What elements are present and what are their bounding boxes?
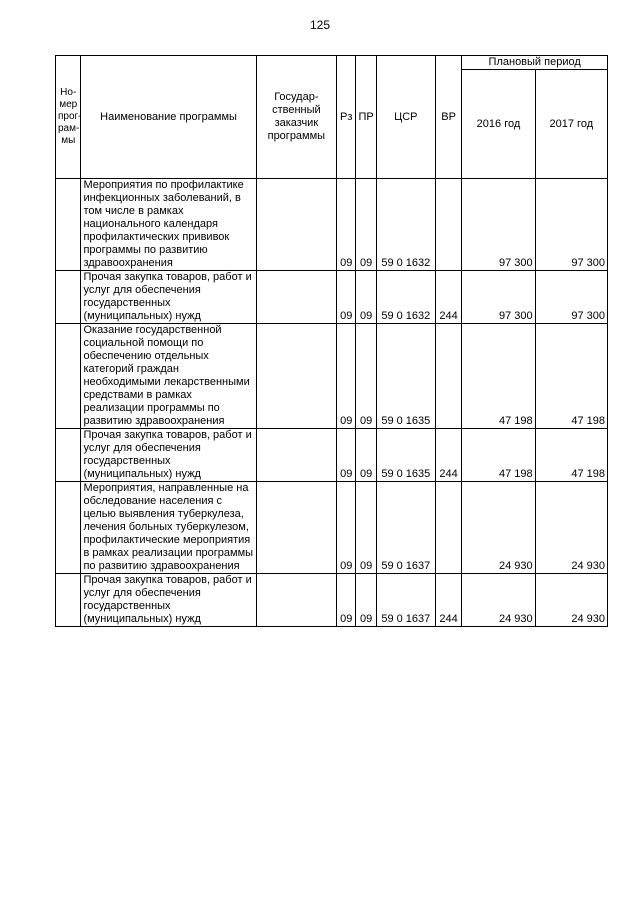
table-row <box>56 271 608 324</box>
cell-amount-2016: 97 300 <box>462 179 535 271</box>
cell-program-name: Прочая закупка товаров, работ и услуг для обеспечения государственных (муниципальных) нужд <box>81 271 256 324</box>
header-year-2017 <box>535 70 607 179</box>
header-vr-text: ВР <box>441 110 456 123</box>
cell-pr: 09 <box>356 574 376 627</box>
table-row <box>56 324 608 429</box>
cell-pr: 09 <box>356 271 376 324</box>
cell-csr: 59 0 1637 <box>376 482 435 574</box>
cell-amount-2017: 47 198 <box>535 429 607 482</box>
cell-amount-2016: 24 930 <box>462 482 535 574</box>
cell-csr: 59 0 1632 <box>376 179 435 271</box>
cell-rz: 09 <box>337 271 356 324</box>
cell-rz: 09 <box>337 179 356 271</box>
cell-csr: 59 0 1635 <box>376 324 435 429</box>
cell-rz: 09 <box>337 429 356 482</box>
header-customer-text: Государ- ственный заказчик программы <box>267 91 326 142</box>
cell-customer <box>256 574 336 627</box>
cell-csr: 59 0 1635 <box>376 429 435 482</box>
cell-program-number <box>56 429 81 482</box>
header-planning-period <box>462 56 608 70</box>
cell-amount-2016: 47 198 <box>462 429 535 482</box>
cell-pr: 09 <box>356 179 376 271</box>
cell-customer <box>256 482 336 574</box>
cell-vr: 244 <box>435 271 461 324</box>
budget-table <box>55 55 608 627</box>
header-program-name <box>81 56 256 179</box>
cell-csr: 59 0 1632 <box>376 271 435 324</box>
cell-program-name: Оказание государственной социальной помощи по обеспечению отдельных категорий граждан необходимыми лекарственными средствами в рамках реализации программы по развитию здравоохранения <box>81 324 256 429</box>
cell-program-name: Прочая закупка товаров, работ и услуг для обеспечения государственных (муниципальных) нужд <box>81 574 256 627</box>
cell-csr: 59 0 1637 <box>376 574 435 627</box>
cell-rz: 09 <box>337 324 356 429</box>
header-csr-text: ЦСР <box>394 110 418 123</box>
cell-vr: 244 <box>435 574 461 627</box>
cell-program-name: Мероприятия по профилактике инфекционных заболеваний, в том числе в рамках национального календаря профилактических прививок программы по развитию здравоохранения <box>81 179 256 271</box>
cell-customer <box>256 324 336 429</box>
cell-customer <box>256 179 336 271</box>
cell-pr: 09 <box>356 429 376 482</box>
cell-customer <box>256 271 336 324</box>
cell-rz: 09 <box>337 574 356 627</box>
header-csr <box>376 56 435 179</box>
header-program-name-text: Наименование программы <box>100 110 237 123</box>
cell-amount-2016: 24 930 <box>462 574 535 627</box>
table-row <box>56 574 608 627</box>
cell-amount-2016: 47 198 <box>462 324 535 429</box>
cell-vr: 244 <box>435 429 461 482</box>
header-program-number-text: Но- мер прог- рам- мы <box>58 87 82 146</box>
cell-vr <box>435 179 461 271</box>
cell-pr: 09 <box>356 324 376 429</box>
header-year-2016 <box>462 70 535 179</box>
table-row <box>56 429 608 482</box>
cell-program-number <box>56 574 81 627</box>
cell-program-number <box>56 482 81 574</box>
cell-vr <box>435 324 461 429</box>
page-number: 125 <box>309 18 331 32</box>
cell-amount-2017: 97 300 <box>535 271 607 324</box>
cell-program-number <box>56 271 81 324</box>
cell-program-number <box>56 179 81 271</box>
header-pr <box>356 56 376 179</box>
cell-amount-2017: 97 300 <box>535 179 607 271</box>
header-pr-text: ПР <box>358 110 374 123</box>
cell-amount-2017: 24 930 <box>535 482 607 574</box>
header-year-2016-text: 2016 год <box>476 117 521 130</box>
cell-program-number <box>56 324 81 429</box>
header-customer <box>256 56 336 179</box>
cell-program-name: Прочая закупка товаров, работ и услуг для обеспечения государственных (муниципальных) нужд <box>81 429 256 482</box>
header-planning-period-text: Плановый период <box>488 56 581 68</box>
cell-pr: 09 <box>356 482 376 574</box>
header-program-number <box>56 56 81 179</box>
header-year-2017-text: 2017 год <box>549 117 594 130</box>
cell-program-name: Мероприятия, направленные на обследование населения с целью выявления туберкулеза, лечения больных туберкулезом, профилактические мероприятия в рамках реализации программы по развитию здравоохранения <box>81 482 256 574</box>
cell-customer <box>256 429 336 482</box>
cell-amount-2017: 47 198 <box>535 324 607 429</box>
table-row <box>56 179 608 271</box>
header-vr <box>435 56 461 179</box>
header-rz-text: Рз <box>340 110 353 123</box>
table-row <box>56 482 608 574</box>
cell-amount-2016: 97 300 <box>462 271 535 324</box>
header-rz <box>337 56 356 179</box>
cell-vr <box>435 482 461 574</box>
cell-rz: 09 <box>337 482 356 574</box>
cell-amount-2017: 24 930 <box>535 574 607 627</box>
